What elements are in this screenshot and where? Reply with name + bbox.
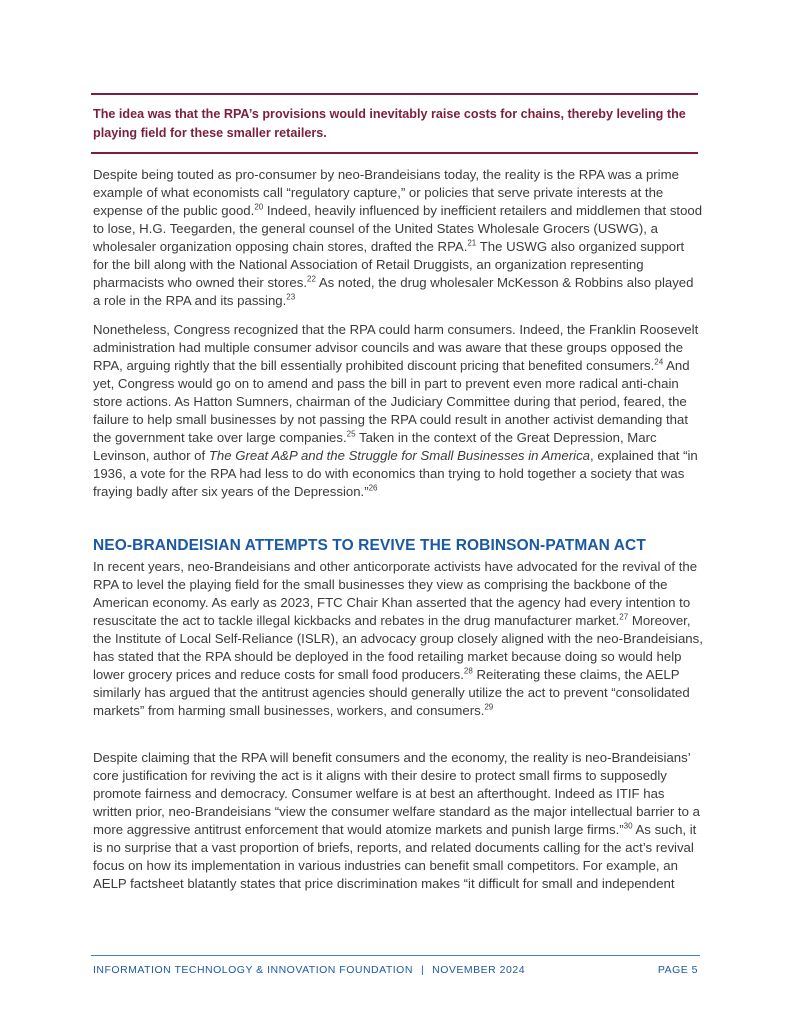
pull-quote-text: The idea was that the RPA’s provisions would inevitably raise costs for chains, thereby leveling the playing field for these smaller retailers. bbox=[93, 107, 686, 140]
text-run: In recent years, neo-Brandeisians and other anticorporate activists have advocated for the revival of the RPA to level the playing field for the small businesses they view as comprising the backbone of the American economy. As early as 2023, FTC Chair Khan asserted that the agency had every intention to resuscitate the act to tackle illegal kickbacks and rebates in the drug manufacturer market. bbox=[93, 559, 698, 628]
text-run: Moreover, the Institute of Local Self-Reliance (ISLR), an advocacy group closely aligned with the neo-Brandeisians, has stated that the RPA should be deployed in the food retailing market because doing so would help lower grocery prices and reduce costs for small food producers. bbox=[93, 613, 703, 682]
footnote-ref-22[interactable]: 22 bbox=[307, 274, 316, 284]
footnote-ref-21[interactable]: 21 bbox=[467, 238, 477, 248]
page-number: PAGE 5 bbox=[657, 964, 698, 976]
footnote-ref-29[interactable]: 29 bbox=[484, 702, 494, 712]
text-run: Despite claiming that the RPA will benefit consumers and the economy, the reality is neo-Brandeisians’ core justification for reviving the act is it aligns with their desire to protect small firms to supposedly promote fairness and democracy. Consumer welfare is at best an afterthought. Indeed as ITIF has written prior, neo-Brandeisians “view the consumer welfare standard as the major intellectual barrier to a more aggressive antitrust enforcement that would atomize markets and punish large firms.” bbox=[93, 750, 700, 837]
paragraph-2 bbox=[93, 321, 703, 501]
text-run: As such, it is no surprise that a vast proportion of briefs, reports, and related documents calling for the act’s revival focus on how its implementation in various industries can benefit small competitors. For example, an AELP factsheet blatantly states that price discrimination makes “it difficult for small and independent bbox=[93, 822, 697, 891]
text-run: The USWG also organized support for the bill along with the National Association of Retail Druggists, an organization representing pharmacists who owned their stores. bbox=[93, 239, 685, 290]
paragraph-1 bbox=[93, 166, 703, 310]
footnote-ref-26[interactable]: 26 bbox=[368, 483, 378, 493]
body-section-2 bbox=[93, 321, 703, 501]
footnote-ref-28[interactable]: 28 bbox=[463, 666, 473, 676]
body-section-1 bbox=[93, 166, 703, 310]
footnote-ref-25[interactable]: 25 bbox=[346, 429, 356, 439]
footer-separator: | bbox=[420, 964, 425, 976]
body-section-3 bbox=[93, 558, 703, 720]
text-run: And yet, Congress would go on to amend and pass the bill in part to prevent even more radical anti-chain store actions. As Hatton Sumners, chairman of the Judiciary Committee during that period, feared, the failure to help small businesses by not passing the RPA could result in another activist demanding that the government take over large companies. bbox=[93, 358, 690, 445]
pull-quote bbox=[91, 93, 698, 154]
footnote-ref-27[interactable]: 27 bbox=[619, 612, 629, 622]
text-run: Reiterating these claims, the AELP similarly has argued that the antitrust agencies should generally utilize the act to prevent “consolidated markets” from harming small businesses, workers, and consumers. bbox=[93, 667, 690, 718]
footer-publisher bbox=[93, 964, 525, 976]
footnote-ref-30[interactable]: 30 bbox=[623, 821, 633, 831]
text-run: As noted, the drug wholesaler McKesson & Robbins also played a role in the RPA and its passing. bbox=[93, 275, 694, 308]
footnote-ref-23[interactable]: 23 bbox=[286, 292, 296, 302]
paragraph-4 bbox=[93, 749, 703, 893]
text-run: Indeed, heavily influenced by inefficient retailers and middlemen that stood to lose, H.G. Teegarden, the general counsel of the United States Wholesale Grocers (USWG), a wholesaler organization opposing chain stores, drafted the RPA. bbox=[93, 203, 703, 254]
text-run: Taken in the context of the Great Depression, Marc Levinson, author of bbox=[93, 430, 657, 463]
text-run: Despite being touted as pro-consumer by neo-Brandeisians today, the reality is the RPA was a prime example of what economists call “regulatory capture,” or policies that serve private interests at the expense of the public good. bbox=[93, 167, 679, 218]
paragraph-3 bbox=[93, 558, 703, 720]
text-run: Nonetheless, Congress recognized that the RPA could harm consumers. Indeed, the Franklin Roosevelt administration had multiple consumer advisor councils and was aware that these groups opposed the RPA, arguing rightly that the bill essentially prohibited discount pricing that benefited consumers. bbox=[93, 322, 699, 373]
body-section-4 bbox=[93, 749, 703, 893]
text-run: , explained that “in 1936, a vote for the RPA had less to do with economics than trying to hold together a society that was fraying badly after six years of the Depression.” bbox=[93, 448, 698, 499]
book-title: The Great A&P and the Struggle for Small Businesses in America bbox=[208, 448, 590, 463]
footnote-ref-24[interactable]: 24 bbox=[654, 357, 664, 367]
footer-divider bbox=[91, 955, 700, 956]
footnote-ref-20[interactable]: 20 bbox=[254, 202, 264, 212]
footer-date: NOVEMBER 2024 bbox=[432, 964, 526, 976]
section-heading: NEO-BRANDEISIAN ATTEMPTS TO REVIVE THE ROBINSON-PATMAN ACT bbox=[93, 537, 646, 554]
footer-org: INFORMATION TECHNOLOGY & INNOVATION FOUNDATION bbox=[93, 964, 413, 976]
